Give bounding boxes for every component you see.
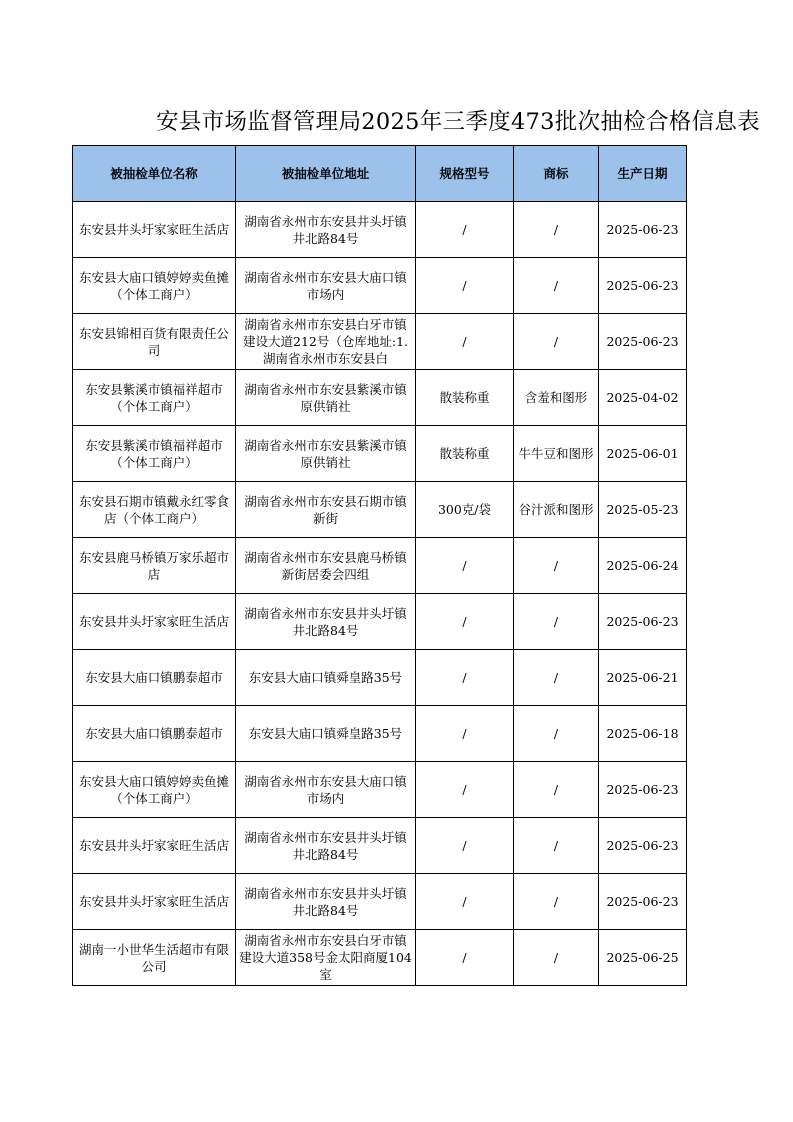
unit-name-cell: 东安县大庙口镇婷婷卖鱼摊（个体工商户） <box>73 258 236 314</box>
table-row <box>73 538 687 594</box>
spec-cell: / <box>416 650 514 706</box>
unit-address-cell <box>236 258 416 314</box>
unit-address-cell-text: 湖南省永州市东安县鹿马桥镇新街居委会四组 <box>244 549 407 582</box>
unit-name-cell: 东安县大庙口镇鹏泰超市 <box>73 650 236 706</box>
column-header-spec: 规格型号 <box>416 146 514 202</box>
production-date-cell: 2025-06-23 <box>599 202 687 258</box>
production-date-cell: 2025-06-23 <box>599 762 687 818</box>
unit-address-cell-text: 湖南省永州市东安县大庙口镇市场内 <box>244 773 407 806</box>
unit-address-cell-text: 湖南省永州市东安县井头圩镇井北路84号 <box>244 213 407 246</box>
brand-cell: / <box>514 650 599 706</box>
brand-cell: 牛牛豆和图形 <box>514 426 599 482</box>
column-header-production-date: 生产日期 <box>599 146 687 202</box>
unit-address-cell <box>236 874 416 930</box>
brand-cell: / <box>514 202 599 258</box>
production-date-cell: 2025-06-25 <box>599 930 687 986</box>
table-row <box>73 314 687 370</box>
unit-name-cell: 东安县锦相百货有限责任公司 <box>73 314 236 370</box>
table-row <box>73 706 687 762</box>
table-row <box>73 482 687 538</box>
brand-cell: 谷汁派和图形 <box>514 482 599 538</box>
unit-address-cell-text: 湖南省永州市东安县大庙口镇市场内 <box>244 269 407 302</box>
unit-name-cell: 东安县大庙口镇鹏泰超市 <box>73 706 236 762</box>
unit-address-cell-text: 湖南省永州市东安县石期市镇新街 <box>244 493 407 526</box>
brand-cell: / <box>514 930 599 986</box>
unit-address-cell <box>236 706 416 762</box>
unit-name-cell: 东安县紫溪市镇福祥超市（个体工商户） <box>73 370 236 426</box>
brand-cell: / <box>514 258 599 314</box>
table-row <box>73 874 687 930</box>
table-row <box>73 202 687 258</box>
brand-cell: / <box>514 538 599 594</box>
brand-cell: / <box>514 874 599 930</box>
production-date-cell: 2025-06-23 <box>599 258 687 314</box>
production-date-cell: 2025-04-02 <box>599 370 687 426</box>
unit-address-cell-text: 湖南省永州市东安县白牙市镇建设大道358号金太阳商厦104室 <box>239 933 412 982</box>
unit-address-cell <box>236 930 416 986</box>
production-date-cell: 2025-06-23 <box>599 594 687 650</box>
unit-address-cell-text: 湖南省永州市东安县井头圩镇井北路84号 <box>244 885 407 918</box>
brand-cell: / <box>514 594 599 650</box>
production-date-cell: 2025-06-24 <box>599 538 687 594</box>
spec-cell: 散装称重 <box>416 370 514 426</box>
spec-cell: / <box>416 314 514 370</box>
production-date-cell: 2025-05-23 <box>599 482 687 538</box>
unit-name-cell: 东安县井头圩家家旺生活店 <box>73 594 236 650</box>
inspection-table <box>72 145 687 986</box>
spec-cell: / <box>416 202 514 258</box>
unit-address-cell-text: 湖南省永州市东安县井头圩镇井北路84号 <box>244 829 407 862</box>
unit-name-cell: 湖南一小世华生活超市有限公司 <box>73 930 236 986</box>
page-title: 安县市场监督管理局2025年三季度473批次抽检合格信息表 <box>156 109 760 135</box>
unit-address-cell <box>236 202 416 258</box>
column-header-unit-address: 被抽检单位地址 <box>236 146 416 202</box>
unit-address-cell <box>236 818 416 874</box>
spec-cell: / <box>416 874 514 930</box>
production-date-cell: 2025-06-23 <box>599 314 687 370</box>
unit-name-cell: 东安县井头圩家家旺生活店 <box>73 202 236 258</box>
unit-address-cell <box>236 650 416 706</box>
production-date-cell: 2025-06-18 <box>599 706 687 762</box>
table-header-row <box>73 146 687 202</box>
brand-cell: / <box>514 706 599 762</box>
unit-address-cell <box>236 538 416 594</box>
table-row <box>73 426 687 482</box>
unit-address-cell <box>236 370 416 426</box>
spec-cell: 散装称重 <box>416 426 514 482</box>
spec-cell: / <box>416 538 514 594</box>
unit-address-cell-text: 东安县大庙口镇舜皇路35号 <box>248 726 403 741</box>
production-date-cell: 2025-06-21 <box>599 650 687 706</box>
table-row <box>73 650 687 706</box>
spec-cell: / <box>416 818 514 874</box>
table-row <box>73 818 687 874</box>
spec-cell: / <box>416 706 514 762</box>
production-date-cell: 2025-06-23 <box>599 874 687 930</box>
production-date-cell: 2025-06-23 <box>599 818 687 874</box>
brand-cell: / <box>514 762 599 818</box>
unit-name-cell: 东安县鹿马桥镇万家乐超市店 <box>73 538 236 594</box>
unit-address-cell <box>236 762 416 818</box>
unit-address-cell <box>236 594 416 650</box>
table-row <box>73 370 687 426</box>
unit-address-cell <box>236 482 416 538</box>
unit-address-cell <box>236 314 416 370</box>
column-header-unit-name: 被抽检单位名称 <box>73 146 236 202</box>
table-row <box>73 930 687 986</box>
column-header-brand: 商标 <box>514 146 599 202</box>
unit-address-cell-text: 东安县大庙口镇舜皇路35号 <box>248 670 403 685</box>
spec-cell: / <box>416 762 514 818</box>
unit-address-cell-text: 湖南省永州市东安县紫溪市镇原供销社 <box>244 437 407 470</box>
unit-name-cell: 东安县石期市镇戴永红零食店（个体工商户） <box>73 482 236 538</box>
brand-cell: / <box>514 314 599 370</box>
spec-cell: / <box>416 258 514 314</box>
brand-cell: / <box>514 818 599 874</box>
table-body <box>73 202 687 986</box>
unit-name-cell: 东安县井头圩家家旺生活店 <box>73 818 236 874</box>
unit-name-cell: 东安县井头圩家家旺生活店 <box>73 874 236 930</box>
unit-name-cell: 东安县大庙口镇婷婷卖鱼摊（个体工商户） <box>73 762 236 818</box>
spec-cell: / <box>416 930 514 986</box>
spec-cell: 300克/袋 <box>416 482 514 538</box>
unit-name-cell: 东安县紫溪市镇福祥超市（个体工商户） <box>73 426 236 482</box>
table-row <box>73 762 687 818</box>
production-date-cell: 2025-06-01 <box>599 426 687 482</box>
spec-cell: / <box>416 594 514 650</box>
unit-address-cell-text: 湖南省永州市东安县紫溪市镇原供销社 <box>244 381 407 414</box>
unit-address-cell-text: 湖南省永州市东安县井头圩镇井北路84号 <box>244 605 407 638</box>
table-row <box>73 594 687 650</box>
brand-cell: 含羞和图形 <box>514 370 599 426</box>
table-row <box>73 258 687 314</box>
unit-address-cell <box>236 426 416 482</box>
unit-address-cell-text: 湖南省永州市东安县白牙市镇建设大道212号（仓库地址:1.湖南省永州市东安县白 <box>243 317 408 366</box>
